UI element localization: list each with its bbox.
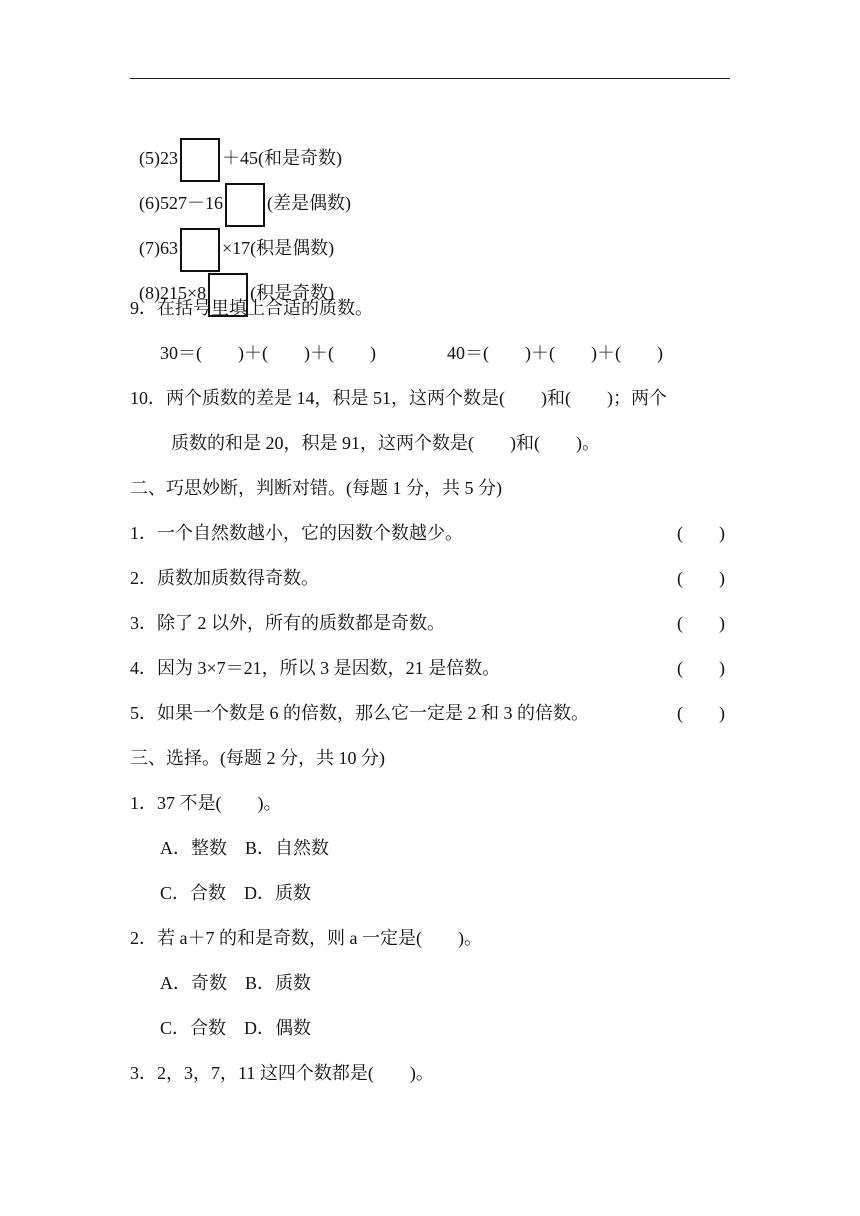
fill-item-post: (差是偶数)	[267, 193, 351, 214]
choice-q2-options-ab[interactable]: A．奇数 B．质数	[160, 973, 312, 993]
section3-heading: 三、选择。(每题 2 分，共 10 分)	[130, 748, 385, 768]
choice-q3-stem: 3．2，3，7，11 这四个数都是( )。	[130, 1063, 434, 1083]
choice-q1-stem: 1．37 不是( )。	[130, 793, 282, 813]
top-rule	[130, 78, 730, 79]
choice-q2-stem: 2．若 a＋7 的和是奇数，则 a 一定是( )。	[130, 928, 482, 948]
judge-item-1: 1．一个自然数越小，它的因数个数越少。	[130, 523, 463, 543]
q10-line-1: 10．两个质数的差是 14，积是 51，这两个数是( )和( )；两个	[130, 388, 667, 408]
judge-answer-2[interactable]: ( )	[677, 568, 725, 588]
choice-q2-options-cd[interactable]: C．合数 D．偶数	[160, 1018, 312, 1038]
fill-item-post: (积是奇数)	[250, 283, 335, 304]
section2-heading: 二、巧思妙断，判断对错。(每题 1 分，共 5 分)	[130, 478, 502, 498]
choice-q1-options-cd[interactable]: C．合数 D．质数	[160, 883, 312, 903]
fill-item-post: ＋45(和是奇数)	[222, 148, 342, 169]
fill-item-post: ×17(积是偶数)	[222, 238, 335, 259]
judge-answer-5[interactable]: ( )	[677, 703, 725, 723]
judge-item-3: 3．除了 2 以外，所有的质数都是奇数。	[130, 613, 445, 633]
judge-item-2: 2．质数加质数得奇数。	[130, 568, 319, 588]
q10-line-2: 质数的和是 20，积是 91，这两个数是( )和( )。	[171, 433, 600, 453]
fill-item-pre: (6)527－16	[139, 193, 223, 214]
fill-item-pre: (8)215×8	[139, 283, 207, 304]
q9-title: 9．在括号里填上合适的质数。	[130, 298, 373, 318]
judge-answer-3[interactable]: ( )	[677, 613, 725, 633]
choice-q1-options-ab[interactable]: A．整数 B．自然数	[160, 838, 330, 858]
fill-item-pre: (5)23	[139, 148, 178, 169]
judge-answer-1[interactable]: ( )	[677, 523, 725, 543]
q9-equation-1: 30＝( )＋( )＋( )	[160, 343, 376, 363]
judge-item-4: 4．因为 3×7＝21，所以 3 是因数，21 是倍数。	[130, 658, 501, 678]
judge-answer-4[interactable]: ( )	[677, 658, 725, 678]
fill-item-pre: (7)63	[139, 238, 178, 259]
q9-equation-2: 40＝( )＋( )＋( )	[447, 343, 663, 363]
judge-item-5: 5．如果一个数是 6 的倍数，那么它一定是 2 和 3 的倍数。	[130, 703, 589, 723]
